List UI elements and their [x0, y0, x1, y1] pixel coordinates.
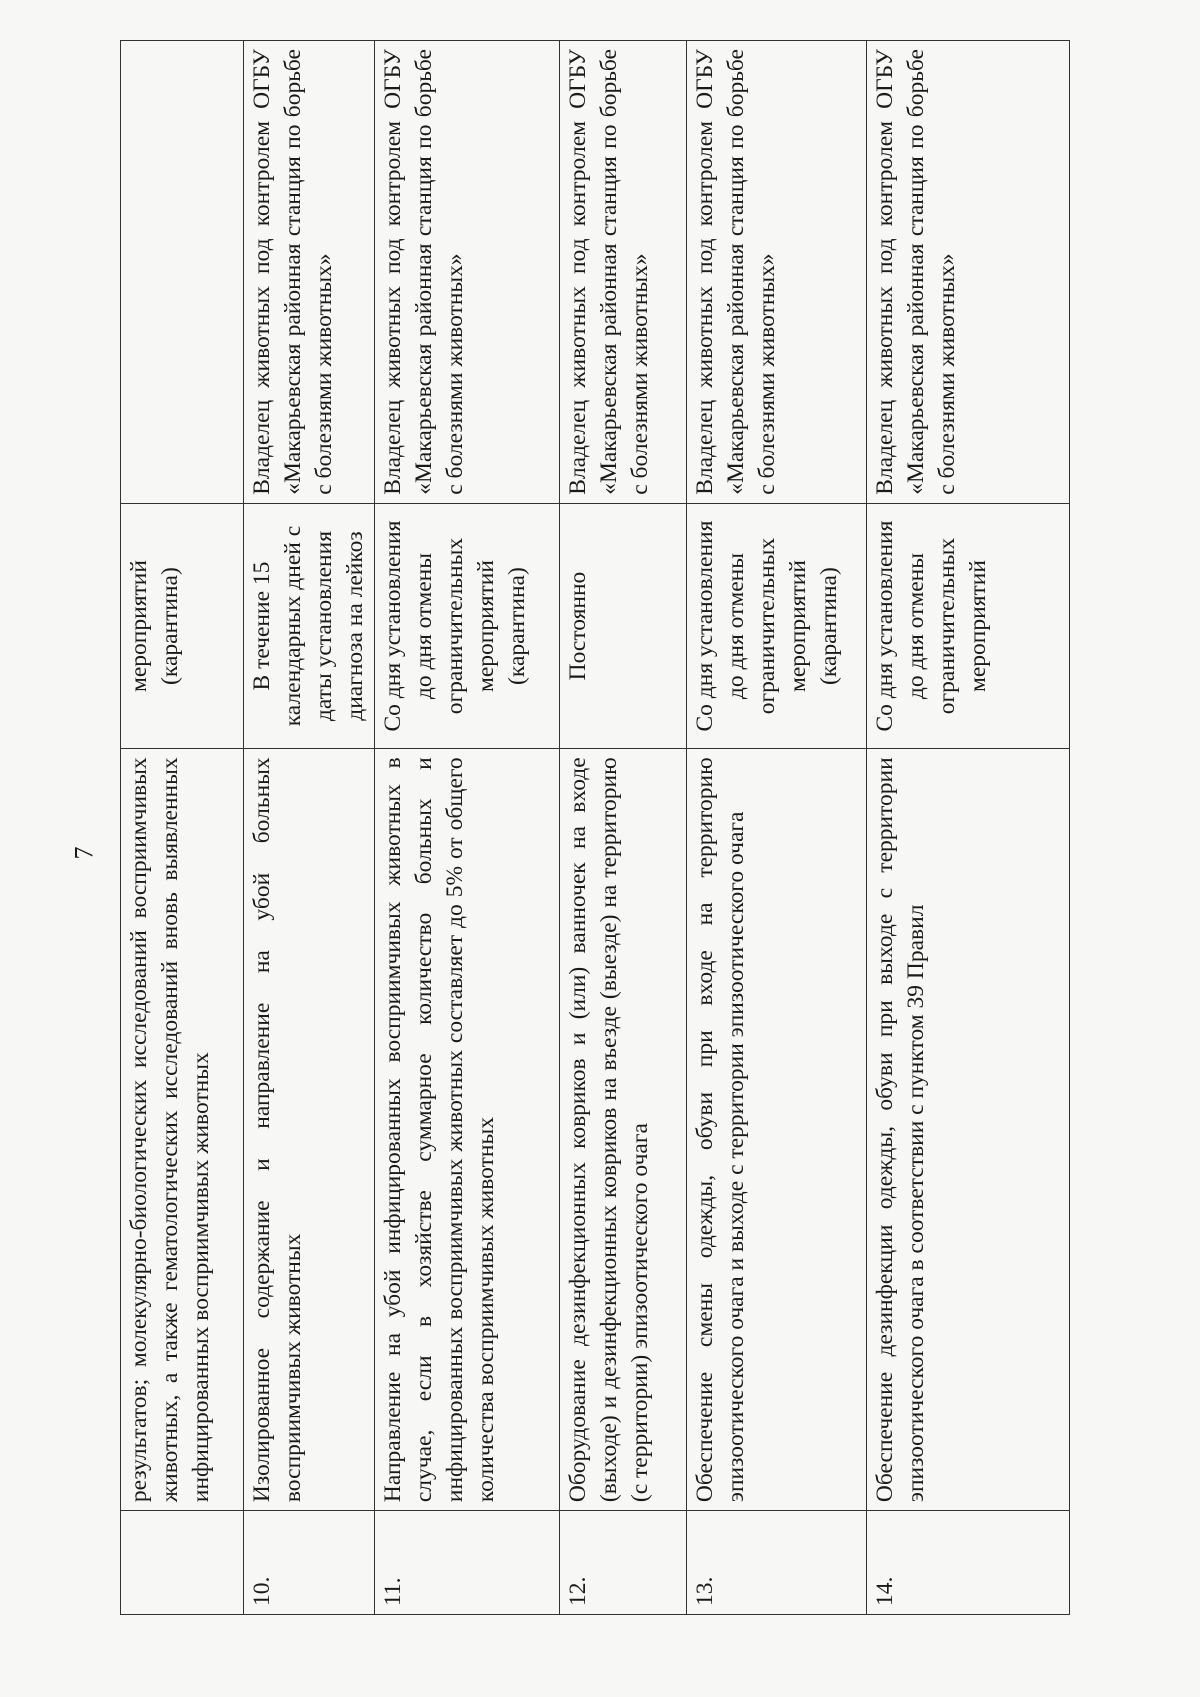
rotated-page	[120, 40, 1070, 1615]
page-number: 7	[69, 846, 99, 860]
measure-text: Направление на убой инфицированных восприимчивых животных в случае, если в хозяйстве суммарное количество больных и инфицированных восприимчивых животных составляет до 5% от общего количества восприимчивых животных	[375, 749, 560, 1511]
table-row	[121, 41, 244, 1615]
measure-text: Обеспечение смены одежды, обуви при входе на территорию эпизоотического очага и выходе с территории эпизоотического очага	[687, 749, 867, 1511]
term-text: В течение 15 календарных дней с даты установления диагноза на лейкоз	[243, 503, 374, 749]
row-number: 13.	[687, 1511, 867, 1615]
term-text: мероприятий (карантина)	[121, 503, 244, 749]
responsible-text: Владелец животных под контролем ОГБУ «Макарьевская районная станция по борьбе с болезнями животных»	[243, 41, 374, 504]
measure-text: Обеспечение дезинфекции одежды, обуви при выходе с территории эпизоотического очага в соответствии с пунктом 39 Правил	[867, 749, 1070, 1511]
responsible-text: Владелец животных под контролем ОГБУ «Макарьевская районная станция по борьбе с болезнями животных»	[687, 41, 867, 504]
table-row	[867, 41, 1070, 1615]
measures-table	[120, 40, 1070, 1615]
table-row	[687, 41, 867, 1615]
responsible-text: Владелец животных под контролем ОГБУ «Макарьевская районная станция по борьбе с болезнями животных»	[559, 41, 687, 504]
table-row	[243, 41, 374, 1615]
row-number: 11.	[375, 1511, 560, 1615]
table-row	[375, 41, 560, 1615]
term-text: Со дня установления до дня отмены ограничительных мероприятий (карантина)	[687, 503, 867, 749]
responsible-text: Владелец животных под контролем ОГБУ «Макарьевская районная станция по борьбе с болезнями животных»	[375, 41, 560, 504]
responsible-text: Владелец животных под контролем ОГБУ «Макарьевская районная станция по борьбе с болезнями животных»	[867, 41, 1070, 504]
table-row	[559, 41, 687, 1615]
measure-text: результатов; молекулярно-биологических исследований восприимчивых животных, а также гематологических исследований вновь выявленных инфицированных восприимчивых животных	[121, 749, 244, 1511]
measure-text: Оборудование дезинфекционных ковриков и (или) ванночек на входе (выходе) и дезинфекционных ковриков на въезде (выезде) на территорию (с территории) эпизоотического очага	[559, 749, 687, 1511]
term-text: Со дня установления до дня отмены ограничительных мероприятий	[867, 503, 1070, 749]
row-number: 10.	[243, 1511, 374, 1615]
row-number: 12.	[559, 1511, 687, 1615]
responsible-text	[121, 41, 244, 504]
row-number	[121, 1511, 244, 1615]
term-text: Со дня установления до дня отмены ограничительных мероприятий (карантина)	[375, 503, 560, 749]
measure-text: Изолированное содержание и направление на убой больных восприимчивых животных	[243, 749, 374, 1511]
row-number: 14.	[867, 1511, 1070, 1615]
term-text: Постоянно	[559, 503, 687, 749]
